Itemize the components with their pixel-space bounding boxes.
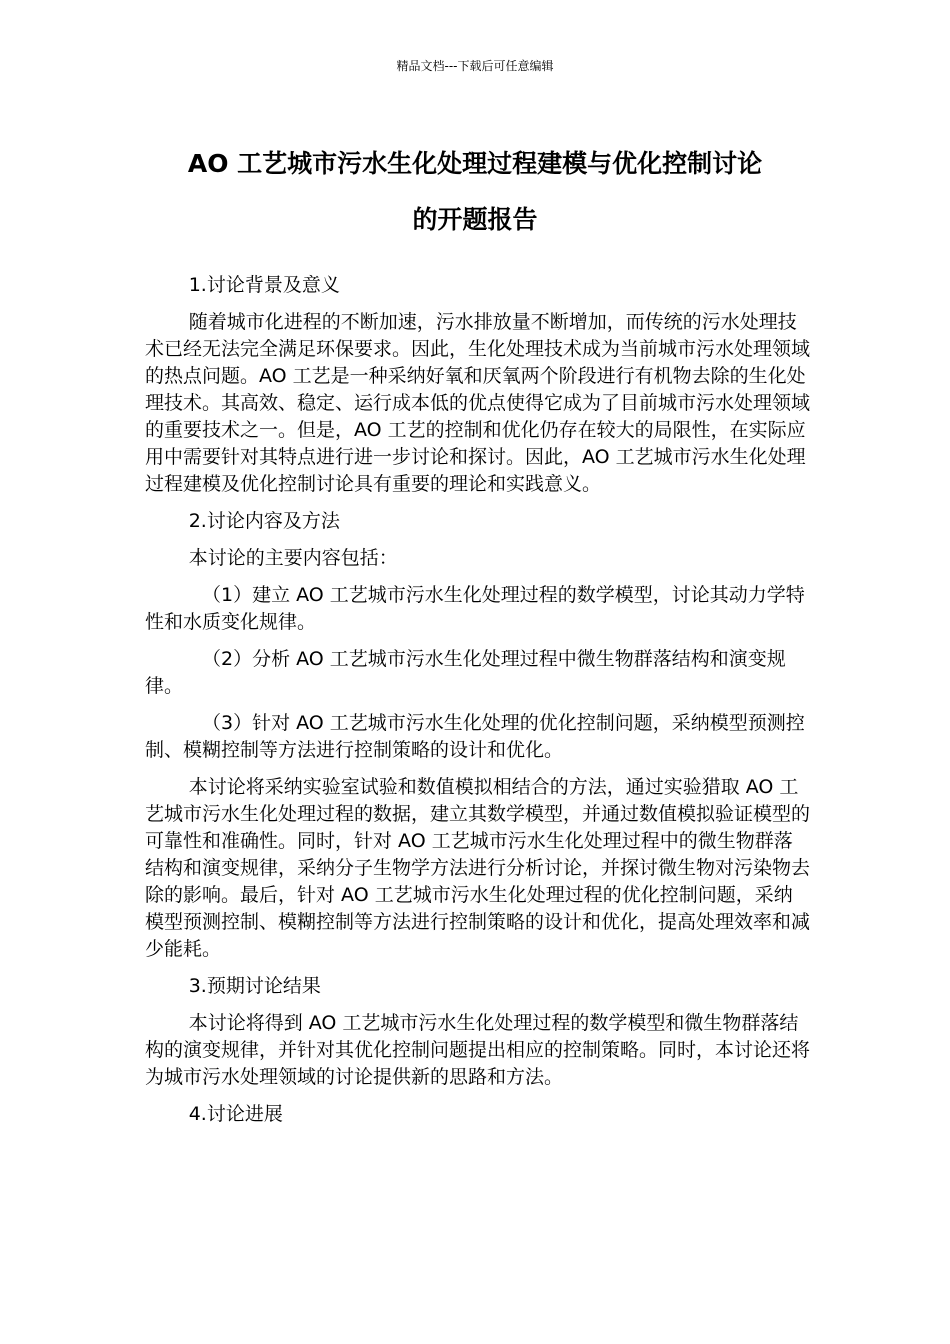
- section-1-heading: 1.讨论背景及意义: [188, 274, 340, 296]
- document-body: [145, 272, 810, 1138]
- section-2-item-1: （1）建立 AO 工艺城市污水生化处理过程的数学模型，讨论其动力学特性和水质变化规律。: [145, 584, 805, 633]
- section-2-item-2: （2）分析 AO 工艺城市污水生化处理过程中微生物群落结构和演变规律。: [145, 648, 786, 697]
- title-line-2: 的开题报告: [412, 205, 538, 234]
- section-1-paragraph: 随着城市化进程的不断加速，污水排放量不断增加，而传统的污水处理技术已经无法完全满足环保要求。因此，生化处理技术成为当前城市污水处理领域的热点问题。AO 工艺是一种采纳好氧和厌氧两个阶段进行有机物去除的生化处理技术。其高效、稳定、运行成本低的优点使得它成为了目前城市污水处理领域的重要技术之一。但是，AO 工艺的控制和优化仍存在较大的局限性，在实际应用中需要针对其特点进行进一步讨论和探讨。因此，AO 工艺城市污水生化处理过程建模及优化控制讨论具有重要的理论和实践意义。: [145, 311, 811, 495]
- document-title: [140, 136, 810, 248]
- section-4-heading: 4.讨论进展: [188, 1103, 283, 1125]
- title-line-1: AO 工艺城市污水生化处理过程建模与优化控制讨论: [187, 149, 763, 178]
- section-2-intro: 本讨论的主要内容包括：: [188, 547, 398, 569]
- section-3-paragraph: 本讨论将得到 AO 工艺城市污水生化处理过程的数学模型和微生物群落结构的演变规律，并针对其优化控制问题提出相应的控制策略。同时，本讨论还将为城市污水处理领域的讨论提供新的思路和方法。: [145, 1012, 811, 1088]
- header-note: 精品文档---下载后可任意编辑: [396, 59, 554, 73]
- section-2-method-paragraph: 本讨论将采纳实验室试验和数值模拟相结合的方法，通过实验猎取 AO 工艺城市污水生化处理过程的数据，建立其数学模型，并通过数值模拟验证模型的可靠性和准确性。同时，针对 AO 工艺城市污水生化处理过程中的微生物群落结构和演变规律，采纳分子生物学方法进行分析讨论，并探讨微生物对污染物去除的影响。最后，针对 AO 工艺城市污水生化处理过程的优化控制问题，采纳模型预测控制、模糊控制等方法进行控制策略的设计和优化，提高处理效率和减少能耗。: [145, 776, 811, 960]
- section-2-heading: 2.讨论内容及方法: [188, 510, 340, 532]
- section-2-item-3: （3）针对 AO 工艺城市污水生化处理的优化控制问题，采纳模型预测控制、模糊控制等方法进行控制策略的设计和优化。: [145, 712, 805, 761]
- section-3-heading: 3.预期讨论结果: [188, 975, 321, 997]
